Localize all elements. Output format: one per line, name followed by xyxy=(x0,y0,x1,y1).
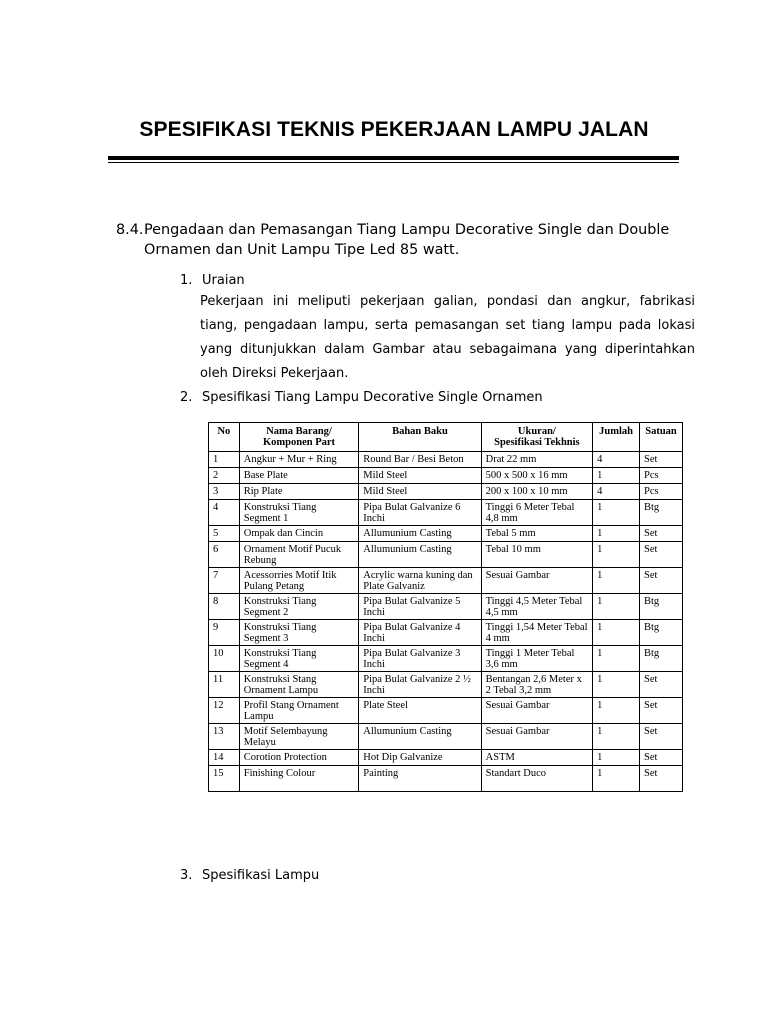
cell-ukuran: Tinggi 4,5 Meter Tebal 4,5 mm xyxy=(481,594,593,620)
cell-bahan: Mild Steel xyxy=(359,468,481,484)
cell-jumlah: 1 xyxy=(593,568,640,594)
cell-nama: Rip Plate xyxy=(239,484,359,500)
page-title: SPESIFIKASI TEKNIS PEKERJAAN LAMPU JALAN xyxy=(139,118,649,141)
cell-jumlah: 1 xyxy=(593,542,640,568)
table-row xyxy=(209,594,683,620)
cell-bahan: Allumunium Casting xyxy=(359,542,481,568)
cell-satuan: Btg xyxy=(640,646,683,672)
section-heading xyxy=(116,220,676,260)
cell-satuan: Set xyxy=(640,672,683,698)
table-row xyxy=(209,468,683,484)
cell-bahan: Pipa Bulat Galvanize 6 Inchi xyxy=(359,500,481,526)
cell-nama: Motif Selembayung Melayu xyxy=(239,724,359,750)
table-row xyxy=(209,500,683,526)
cell-nama: Base Plate xyxy=(239,468,359,484)
table-row xyxy=(209,646,683,672)
cell-satuan: Set xyxy=(640,526,683,542)
cell-ukuran: ASTM xyxy=(481,750,593,766)
cell-no: 14 xyxy=(209,750,240,766)
cell-nama: Finishing Colour xyxy=(239,766,359,792)
cell-jumlah: 1 xyxy=(593,500,640,526)
table-row xyxy=(209,620,683,646)
table-row xyxy=(209,698,683,724)
cell-satuan: Set xyxy=(640,568,683,594)
cell-satuan: Set xyxy=(640,542,683,568)
list-item-label: Spesifikasi Tiang Lampu Decorative Single Ornamen xyxy=(202,390,543,405)
cell-nama: Corotion Protection xyxy=(239,750,359,766)
cell-ukuran: 500 x 500 x 16 mm xyxy=(481,468,593,484)
table-row xyxy=(209,568,683,594)
cell-jumlah: 1 xyxy=(593,766,640,792)
cell-nama: Konstruksi Tiang Segment 1 xyxy=(239,500,359,526)
cell-no: 4 xyxy=(209,500,240,526)
cell-ukuran: Sesuai Gambar xyxy=(481,724,593,750)
cell-no: 1 xyxy=(209,452,240,468)
cell-nama: Angkur + Mur + Ring xyxy=(239,452,359,468)
cell-no: 8 xyxy=(209,594,240,620)
cell-ukuran: Sesuai Gambar xyxy=(481,568,593,594)
cell-nama: Ompak dan Cincin xyxy=(239,526,359,542)
spec-table xyxy=(208,422,683,792)
cell-jumlah: 1 xyxy=(593,750,640,766)
cell-bahan: Acrylic warna kuning dan Plate Galvaniz xyxy=(359,568,481,594)
table-row xyxy=(209,724,683,750)
cell-no: 15 xyxy=(209,766,240,792)
cell-nama: Acessorries Motif Itik Pulang Petang xyxy=(239,568,359,594)
cell-ukuran: Tebal 10 mm xyxy=(481,542,593,568)
cell-satuan: Set xyxy=(640,750,683,766)
cell-nama: Ornament Motif Pucuk Rebung xyxy=(239,542,359,568)
cell-jumlah: 1 xyxy=(593,672,640,698)
table-row xyxy=(209,542,683,568)
table-row xyxy=(209,766,683,792)
cell-bahan: Allumunium Casting xyxy=(359,724,481,750)
cell-bahan: Pipa Bulat Galvanize 5 Inchi xyxy=(359,594,481,620)
list-item-label: Uraian xyxy=(202,273,245,288)
cell-bahan: Hot Dip Galvanize xyxy=(359,750,481,766)
title-rule-thin xyxy=(108,162,679,163)
cell-jumlah: 1 xyxy=(593,646,640,672)
cell-jumlah: 4 xyxy=(593,452,640,468)
uraian-paragraph: Pekerjaan ini meliputi pekerjaan galian, pondasi dan angkur, fabrikasi tiang, pengadaan lampu, serta pemasangan set tiang lampu pada lokasi yang ditunjukkan dalam Gambar atau sebagaimana yang diperintahkan oleh Direksi Pekerjaan. xyxy=(200,294,695,381)
cell-nama: Profil Stang Ornament Lampu xyxy=(239,698,359,724)
cell-nama: Konstruksi Tiang Segment 3 xyxy=(239,620,359,646)
header-nama-barang: Nama Barang/ Komponen Part xyxy=(239,423,359,452)
cell-bahan: Pipa Bulat Galvanize 4 Inchi xyxy=(359,620,481,646)
cell-jumlah: 1 xyxy=(593,724,640,750)
cell-no: 2 xyxy=(209,468,240,484)
cell-satuan: Pcs xyxy=(640,484,683,500)
cell-nama: Konstruksi Tiang Segment 2 xyxy=(239,594,359,620)
list-item-number: 2. xyxy=(180,390,193,405)
cell-ukuran: Tinggi 6 Meter Tebal 4,8 mm xyxy=(481,500,593,526)
cell-satuan: Set xyxy=(640,698,683,724)
section-heading-line1: 8.4.Pengadaan dan Pemasangan Tiang Lampu Decorative Single dan Double xyxy=(116,222,670,238)
header-bahan-baku: Bahan Baku xyxy=(359,423,481,452)
list-item-label: Spesifikasi Lampu xyxy=(202,868,320,883)
table-row xyxy=(209,526,683,542)
cell-no: 13 xyxy=(209,724,240,750)
cell-ukuran: Standart Duco xyxy=(481,766,593,792)
cell-ukuran: Bentangan 2,6 Meter x 2 Tebal 3,2 mm xyxy=(481,672,593,698)
cell-satuan: Btg xyxy=(640,594,683,620)
cell-bahan: Pipa Bulat Galvanize 2 ½ Inchi xyxy=(359,672,481,698)
cell-jumlah: 1 xyxy=(593,526,640,542)
list-item-number: 1. xyxy=(180,273,193,288)
header-satuan: Satuan xyxy=(640,423,683,452)
cell-no: 6 xyxy=(209,542,240,568)
table-row xyxy=(209,750,683,766)
cell-satuan: Pcs xyxy=(640,468,683,484)
header-jumlah: Jumlah xyxy=(593,423,640,452)
table-header-row xyxy=(209,423,683,452)
cell-no: 10 xyxy=(209,646,240,672)
cell-ukuran: Drat 22 mm xyxy=(481,452,593,468)
header-no: No xyxy=(209,423,240,452)
cell-bahan: Round Bar / Besi Beton xyxy=(359,452,481,468)
cell-no: 9 xyxy=(209,620,240,646)
cell-no: 11 xyxy=(209,672,240,698)
table-row xyxy=(209,452,683,468)
cell-satuan: Set xyxy=(640,724,683,750)
cell-bahan: Allumunium Casting xyxy=(359,526,481,542)
cell-ukuran: Tinggi 1,54 Meter Tebal 4 mm xyxy=(481,620,593,646)
cell-satuan: Btg xyxy=(640,500,683,526)
table-row xyxy=(209,672,683,698)
cell-no: 7 xyxy=(209,568,240,594)
cell-satuan: Set xyxy=(640,766,683,792)
title-rule-thick xyxy=(108,156,679,160)
cell-ukuran: Tebal 5 mm xyxy=(481,526,593,542)
cell-no: 12 xyxy=(209,698,240,724)
cell-satuan: Set xyxy=(640,452,683,468)
cell-jumlah: 4 xyxy=(593,484,640,500)
cell-jumlah: 1 xyxy=(593,594,640,620)
cell-nama: Konstruksi Stang Ornament Lampu xyxy=(239,672,359,698)
cell-jumlah: 1 xyxy=(593,620,640,646)
cell-ukuran: Tinggi 1 Meter Tebal 3,6 mm xyxy=(481,646,593,672)
cell-nama: Konstruksi Tiang Segment 4 xyxy=(239,646,359,672)
header-ukuran: Ukuran/ Spesifikasi Tekhnis xyxy=(481,423,593,452)
cell-bahan: Pipa Bulat Galvanize 3 Inchi xyxy=(359,646,481,672)
section-number: 8.4. xyxy=(116,222,144,238)
cell-bahan: Plate Steel xyxy=(359,698,481,724)
table-row xyxy=(209,484,683,500)
cell-bahan: Painting xyxy=(359,766,481,792)
cell-jumlah: 1 xyxy=(593,698,640,724)
section-heading-line2: Ornamen dan Unit Lampu Tipe Led 85 watt. xyxy=(144,242,460,258)
cell-ukuran: Sesuai Gambar xyxy=(481,698,593,724)
cell-bahan: Mild Steel xyxy=(359,484,481,500)
cell-satuan: Btg xyxy=(640,620,683,646)
cell-no: 5 xyxy=(209,526,240,542)
cell-jumlah: 1 xyxy=(593,468,640,484)
list-item-number: 3. xyxy=(180,868,193,883)
cell-no: 3 xyxy=(209,484,240,500)
cell-ukuran: 200 x 100 x 10 mm xyxy=(481,484,593,500)
